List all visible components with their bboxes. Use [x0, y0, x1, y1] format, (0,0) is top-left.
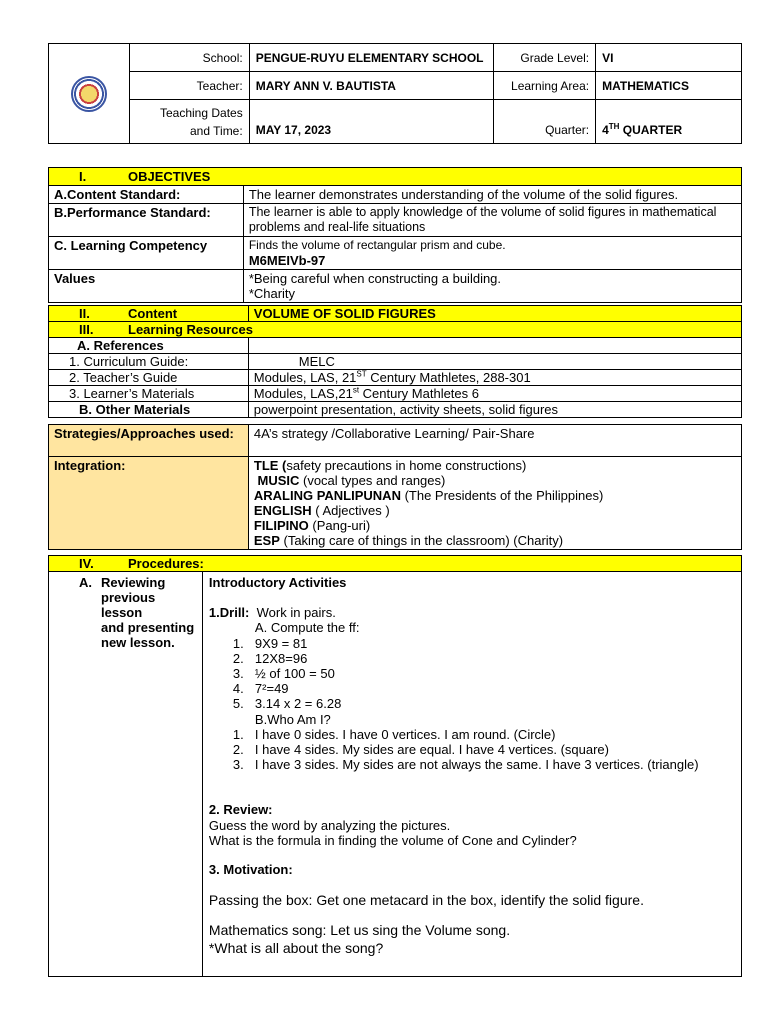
quarter-number: 4	[602, 122, 609, 137]
motivation-label: 3. Motivation:	[208, 862, 293, 878]
list-number: 3.	[232, 666, 244, 682]
integration-cell	[248, 457, 741, 550]
quarter-word: QUARTER	[622, 122, 683, 137]
list-number: 1.	[232, 635, 244, 651]
motivation-line-2: Mathematics song: Let us sing the Volume song.	[208, 922, 511, 939]
values-line-2: *Charity	[248, 286, 296, 301]
compute-item	[233, 651, 735, 666]
grade-value: VI	[596, 44, 742, 72]
step-label-line: and presenting	[101, 620, 195, 635]
step-label	[79, 575, 197, 650]
strategies-value: 4A’s strategy /Collaborative Learning/ Pair-Share	[248, 425, 741, 457]
compute-list	[209, 636, 735, 712]
procedures-body	[202, 572, 741, 977]
integration-item	[254, 518, 736, 533]
learners-materials-sup: st	[352, 385, 360, 395]
area-label: Learning Area:	[494, 72, 596, 100]
list-number: 4.	[232, 681, 244, 697]
who-item	[233, 757, 735, 772]
grade-label: Grade Level:	[494, 44, 596, 72]
teachers-guide-pre: Modules, LAS, 21	[253, 370, 357, 385]
compute-item	[233, 681, 735, 696]
integration-detail: (Pang-uri)	[308, 518, 371, 533]
values-label: Values	[49, 270, 244, 303]
other-materials-label: B. Other Materials	[49, 402, 249, 418]
motivation-line-1: Passing the box: Get one metacard in the box, identify the solid figure.	[208, 892, 644, 909]
compute-label: A. Compute the ff:	[254, 620, 360, 636]
learners-materials-label: 3. Learner’s Materials	[49, 386, 249, 402]
step-label-line: previous lesson	[101, 590, 156, 620]
integration-item	[254, 533, 736, 548]
review-line-1: Guess the word by analyzing the pictures.	[208, 817, 451, 833]
integration-subject: TLE (	[253, 458, 287, 473]
resources-table	[48, 305, 742, 418]
integration-detail: ( Adjectives )	[311, 503, 390, 518]
integration-subject: ENGLISH	[253, 503, 312, 518]
list-number: 1.	[232, 726, 244, 742]
list-text: ½ of 100 = 50	[254, 666, 335, 682]
procedures-num: IV.	[79, 556, 94, 571]
integration-detail: safety precautions in home constructions)	[286, 458, 527, 473]
compute-item	[233, 666, 735, 681]
other-materials-value: powerpoint presentation, activity sheets, solid figures	[248, 402, 741, 418]
compute-item	[233, 636, 735, 651]
step-label-line: new lesson.	[101, 635, 175, 650]
content-value: VOLUME OF SOLID FIGURES	[248, 306, 741, 322]
performance-standard-label: B.Performance Standard:	[49, 204, 244, 237]
drill-line	[209, 605, 735, 620]
competency-code: M6MEIVb-97	[248, 253, 326, 268]
teacher-label: Teacher:	[129, 72, 249, 100]
step-label-line: Reviewing	[101, 575, 166, 590]
content-num: II.	[79, 306, 90, 321]
integration-detail: (vocal types and ranges)	[299, 473, 446, 488]
header-table	[48, 43, 742, 144]
values-cell	[243, 270, 741, 303]
integration-list	[254, 458, 736, 548]
school-value: PENGUE-RUYU ELEMENTARY SCHOOL	[249, 44, 494, 72]
references-empty	[248, 338, 741, 354]
procedures-label: Procedures:	[128, 556, 204, 571]
learners-materials-pre: Modules, LAS,21	[253, 386, 353, 401]
who-list	[209, 727, 735, 773]
integration-subject: ARALING PANLIPUNAN	[253, 488, 401, 503]
teachers-guide-post: Century Mathletes, 288-301	[366, 370, 531, 385]
content-standard-value: The learner demonstrates understanding of the volume of the solid figures.	[243, 186, 741, 204]
strategies-label: Strategies/Approaches used:	[49, 425, 249, 457]
drill-label: 1.Drill:	[208, 605, 250, 621]
integration-item	[254, 488, 736, 503]
integration-item	[254, 503, 736, 518]
list-text: I have 0 sides. I have 0 vertices. I am round. (Circle)	[254, 726, 556, 742]
performance-standard-value: The learner is able to apply knowledge of the volume of solid figures in mathematical problems and real-life situations	[243, 204, 741, 237]
deped-seal-logo	[71, 76, 107, 112]
integration-subject: MUSIC	[253, 473, 300, 488]
objectives-table	[48, 167, 742, 303]
list-text: 3.14 x 2 = 6.28	[254, 696, 342, 712]
quarter-superscript: TH	[608, 121, 620, 131]
list-number: 2.	[232, 742, 244, 758]
who-label: B.Who Am I?	[254, 711, 331, 727]
list-text: I have 3 sides. My sides are not always the same. I have 3 vertices. (triangle)	[254, 757, 699, 773]
school-label: School:	[129, 44, 249, 72]
dates-label-line-1: Teaching Dates	[159, 105, 243, 120]
teachers-guide-value	[248, 370, 741, 386]
date-value: MAY 17, 2023	[249, 100, 494, 144]
resources-heading	[49, 322, 742, 338]
curriculum-guide-value: MELC	[248, 354, 741, 370]
step-label-line: A.	[79, 575, 92, 590]
dates-label	[129, 100, 249, 144]
learners-materials-post: Century Mathletes 6	[359, 386, 479, 401]
step-label-cell	[49, 572, 203, 977]
list-number: 3.	[232, 757, 244, 773]
drill-text: Work in pairs.	[249, 605, 336, 621]
integration-detail: (Taking care of things in the classroom) (Charity)	[279, 533, 564, 548]
deped-seal-cell	[49, 44, 130, 144]
integration-label: Integration:	[49, 457, 249, 550]
intro-heading: Introductory Activities	[208, 575, 347, 590]
competency-cell	[243, 237, 741, 270]
list-text: 9X9 = 81	[254, 635, 308, 651]
list-number: 5.	[232, 696, 244, 712]
content-label: Content	[128, 306, 178, 321]
list-text: 7²=49	[254, 681, 289, 697]
values-line-1: *Being careful when constructing a building.	[248, 271, 502, 286]
procedures-table	[48, 555, 742, 977]
review-label: 2. Review:	[208, 802, 273, 818]
motivation-line-3: *What is all about the song?	[208, 940, 384, 957]
competency-value: Finds the volume of rectangular prism and cube.	[248, 238, 506, 252]
resources-num: III.	[79, 322, 94, 337]
teachers-guide-sup: ST	[356, 369, 367, 379]
integration-item	[254, 458, 736, 473]
teachers-guide-label: 2. Teacher’s Guide	[49, 370, 249, 386]
compute-item	[233, 696, 735, 711]
integration-item	[254, 473, 736, 488]
content-standard-label: A.Content Standard:	[49, 186, 244, 204]
strategies-table	[48, 424, 742, 550]
review-line-2: What is the formula in finding the volume of Cone and Cylinder?	[208, 832, 577, 848]
integration-subject: FILIPINO	[253, 518, 309, 533]
objectives-num: I.	[79, 169, 87, 184]
list-text: I have 4 sides. My sides are equal. I have 4 vertices. (square)	[254, 742, 609, 758]
competency-label: C. Learning Competency	[49, 237, 244, 270]
curriculum-guide-label: 1. Curriculum Guide:	[49, 354, 249, 370]
list-number: 2.	[232, 650, 244, 666]
procedures-heading	[49, 556, 742, 572]
references-label: A. References	[49, 338, 249, 354]
objectives-title: OBJECTIVES	[128, 169, 211, 184]
objectives-heading	[49, 168, 742, 186]
quarter-value	[596, 100, 742, 144]
learners-materials-value	[248, 386, 741, 402]
list-text: 12X8=96	[254, 650, 308, 666]
teacher-value: MARY ANN V. BAUTISTA	[249, 72, 494, 100]
who-item	[233, 727, 735, 742]
resources-label: Learning Resources	[128, 322, 253, 337]
integration-detail: (The Presidents of the Philippines)	[400, 488, 604, 503]
who-item	[233, 742, 735, 757]
content-heading	[49, 306, 249, 322]
quarter-label: Quarter:	[494, 100, 596, 144]
area-value: MATHEMATICS	[596, 72, 742, 100]
dates-label-line-2: and Time:	[190, 123, 243, 138]
integration-subject: ESP	[253, 533, 280, 548]
